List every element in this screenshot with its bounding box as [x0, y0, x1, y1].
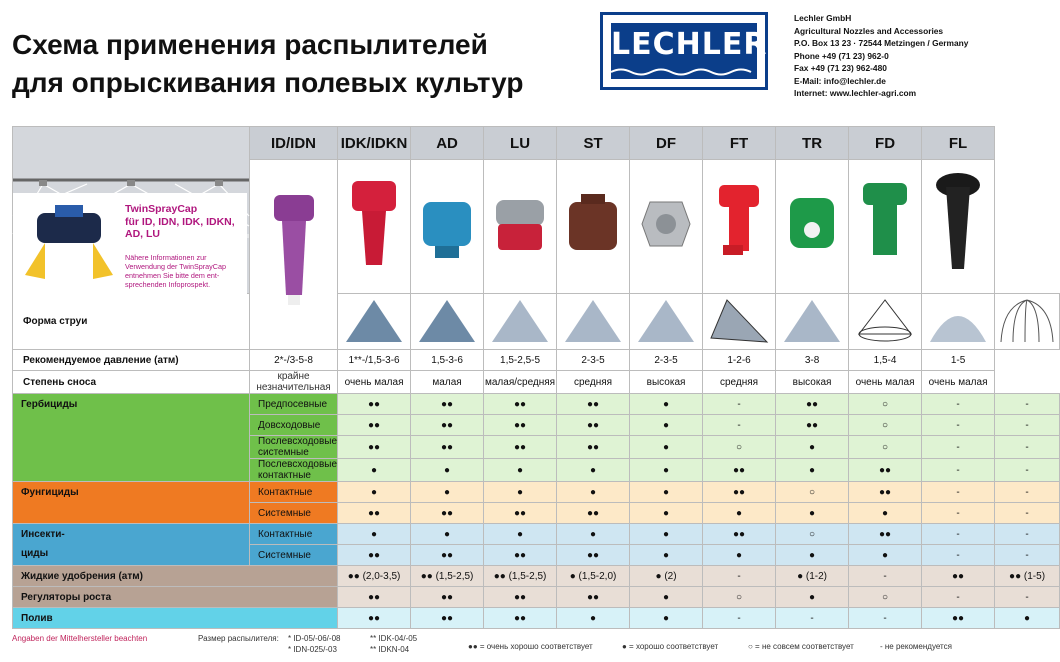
- size-2b: ** IDKN-04: [370, 645, 410, 654]
- rating-cell: ●●: [338, 503, 411, 524]
- twinspraycap-title: TwinSprayCap für ID, IDN, IDK, IDKN, AD, LU: [125, 203, 235, 240]
- rating-cell: ●●: [922, 608, 995, 629]
- group-herbicides-label: Гербициды: [21, 399, 78, 410]
- rating-cell: ●: [557, 608, 630, 629]
- group-insecticides-label-1: Инсекти-: [21, 529, 65, 540]
- rating-cell: ●●: [557, 394, 630, 415]
- subcategory-label: Послевсходовые системные: [250, 436, 338, 459]
- page-title: [12, 26, 523, 102]
- rating-cell: ●: [338, 524, 411, 545]
- nozzle-image-fl: [922, 160, 995, 294]
- rating-cell: ●: [411, 482, 484, 503]
- rating-cell: ●●: [849, 482, 922, 503]
- rating-cell: -: [849, 566, 922, 587]
- twinspraycap-note: Nähere Informationen zur Verwendung der TwinSprayCap entnehmen Sie bitte dem ent- sprechenden Infoprospekt.: [125, 253, 226, 289]
- rating-cell: -: [703, 415, 776, 436]
- size-2a: ** IDK-04/-05: [370, 634, 418, 643]
- drift-value: средняя: [557, 371, 630, 394]
- rating-cell: ●: [630, 394, 703, 415]
- rating-cell: ●●: [703, 524, 776, 545]
- spray-shape-lu: [557, 294, 630, 350]
- rating-cell: ●: [630, 608, 703, 629]
- nozzle-fl-icon: [922, 165, 994, 285]
- legend-very-good: ●● = очень хорошо соответствует: [468, 642, 593, 651]
- spray-triangle-icon: [561, 296, 625, 344]
- rating-cell: ●●: [484, 503, 557, 524]
- nozzle-image-fd: [849, 160, 922, 294]
- rating-cell: -: [922, 415, 995, 436]
- rating-cell: -: [776, 608, 849, 629]
- nozzle-image-lu: [484, 160, 557, 294]
- rating-cell: ●: [411, 524, 484, 545]
- drift-value: высокая: [776, 371, 849, 394]
- rating-cell: ●●: [411, 545, 484, 566]
- nozzle-image-idk: [338, 160, 411, 294]
- rating-cell: ●● (1,5-2,5): [484, 566, 557, 587]
- group-irrigation: Полив: [13, 608, 338, 629]
- rating-cell: -: [995, 459, 1060, 482]
- rating-cell: ●: [630, 524, 703, 545]
- pressure-value: 1,5-3-6: [411, 350, 484, 371]
- pressure-value: 1-5: [922, 350, 995, 371]
- rating-cell: ● (1-2): [776, 566, 849, 587]
- nozzle-image-ft: [703, 160, 776, 294]
- drift-label: Степень сноса: [13, 371, 250, 394]
- spray-triangle-icon: [342, 296, 406, 344]
- rating-cell: ●●: [484, 545, 557, 566]
- rating-cell: ●●: [484, 587, 557, 608]
- subcategory-label: Системные: [250, 545, 338, 566]
- spray-triangle-icon: [488, 296, 552, 344]
- rating-cell: ●: [411, 459, 484, 482]
- drift-value: крайне незначительная: [250, 371, 338, 394]
- rating-cell: ●●: [776, 394, 849, 415]
- nozzle-image-id: [250, 160, 338, 350]
- rating-cell: ●: [630, 503, 703, 524]
- rating-cell: ○: [849, 394, 922, 415]
- rating-cell: -: [995, 524, 1060, 545]
- drift-value: очень малая: [849, 371, 922, 394]
- rating-cell: ●: [484, 524, 557, 545]
- rating-cell: -: [922, 436, 995, 459]
- rating-cell: ●●: [338, 608, 411, 629]
- spray-shape-ft: [776, 294, 849, 350]
- rating-cell: ●●: [411, 587, 484, 608]
- rating-cell: -: [703, 608, 776, 629]
- spray-triangle-icon: [634, 296, 698, 344]
- address-line: Fax +49 (71 23) 962-480: [794, 63, 887, 73]
- rating-cell: ●: [630, 587, 703, 608]
- nozzle-header: ST: [557, 127, 630, 160]
- rating-cell: ●: [630, 482, 703, 503]
- footer-note: Angaben der Mittelhersteller beachten: [12, 634, 148, 643]
- rating-cell: ●●: [703, 459, 776, 482]
- twinspraycap-panel: [13, 193, 247, 297]
- rating-cell: -: [995, 394, 1060, 415]
- address-line: P.O. Box 13 23 · 72544 Metzingen / Germany: [794, 38, 969, 48]
- nozzle-header: IDK/IDKN: [338, 127, 411, 160]
- nozzle-image-tr: [776, 160, 849, 294]
- rating-cell: ●: [849, 545, 922, 566]
- nozzle-fd-icon: [849, 175, 921, 275]
- pressure-value: 2*-/3-5-8: [250, 350, 338, 371]
- nozzle-header: FT: [703, 127, 776, 160]
- rating-cell: ○: [703, 587, 776, 608]
- rating-cell: -: [922, 482, 995, 503]
- group-insecticides-label-2: циды: [21, 548, 49, 559]
- spray-shape-idk: [411, 294, 484, 350]
- address-line: Phone +49 (71 23) 962-0: [794, 50, 889, 61]
- pressure-value: 2-3-5: [630, 350, 703, 371]
- rating-cell: ●●: [338, 436, 411, 459]
- company-address: [794, 12, 968, 100]
- rating-cell: -: [922, 459, 995, 482]
- drift-value: очень малая: [922, 371, 995, 394]
- rating-cell: ●●: [411, 415, 484, 436]
- pressure-value: 1,5-4: [849, 350, 922, 371]
- spray-shape-label: Форма струи: [13, 294, 250, 350]
- rating-cell: ●●: [557, 415, 630, 436]
- rating-cell: ●: [630, 459, 703, 482]
- address-line[interactable]: E-Mail: info@lechler.de: [794, 75, 886, 86]
- rating-cell: ●●: [338, 394, 411, 415]
- nozzle-image-df: [630, 160, 703, 294]
- spray-shape-fl: [995, 294, 1060, 350]
- subcategory-label: Контактные: [250, 524, 338, 545]
- rating-cell: ●: [776, 545, 849, 566]
- nozzle-header: FD: [849, 127, 922, 160]
- rating-cell: -: [922, 587, 995, 608]
- group-growth: Регуляторы роста: [13, 587, 338, 608]
- rating-cell: -: [922, 394, 995, 415]
- logo-text: LECHLER: [611, 23, 757, 79]
- address-line[interactable]: Internet: www.lechler-agri.com: [794, 88, 917, 98]
- rating-cell: -: [922, 545, 995, 566]
- subcategory-label: Предпосевные: [250, 394, 338, 415]
- twinspraycap-icon: [15, 195, 125, 295]
- nozzle-header: DF: [630, 127, 703, 160]
- rating-cell: ●●: [484, 608, 557, 629]
- pressure-value: 1**-/1,5-3-6: [338, 350, 411, 371]
- nozzle-id-icon: [258, 187, 330, 320]
- spray-triangle-icon: [415, 296, 479, 344]
- size-1a: * ID-05/-06/-08: [288, 634, 341, 643]
- rating-cell: ●: [557, 459, 630, 482]
- spray-shape-ad: [484, 294, 557, 350]
- rating-cell: ●● (1,5-2,5): [411, 566, 484, 587]
- spray-triangle-icon: [780, 296, 844, 344]
- rating-cell: -: [703, 394, 776, 415]
- drift-value: высокая: [630, 371, 703, 394]
- rating-cell: ○: [703, 436, 776, 459]
- pressure-label: Рекомендуемое давление (атм): [13, 350, 250, 371]
- rating-cell: ●●: [411, 436, 484, 459]
- pressure-value: 3-8: [776, 350, 849, 371]
- rating-cell: ●: [338, 482, 411, 503]
- nozzle-lu-icon: [484, 180, 556, 270]
- rating-cell: ●●: [484, 436, 557, 459]
- rating-cell: ○: [849, 436, 922, 459]
- subcategory-label: Довсходовые: [250, 415, 338, 436]
- address-line: Agricultural Nozzles and Accessories: [794, 25, 944, 36]
- address-line: Lechler GmbH: [794, 13, 852, 23]
- legend-partial: ○ = не совсем соответствует: [748, 642, 854, 651]
- rating-cell: ●●: [557, 436, 630, 459]
- rating-cell: ●●: [338, 587, 411, 608]
- group-insecticides: [13, 524, 250, 566]
- subcategory-label: Контактные: [250, 482, 338, 503]
- legend-good: ● = хорошо соответствует: [622, 642, 719, 651]
- spray-double-icon: [707, 296, 771, 344]
- rating-cell: ●: [630, 545, 703, 566]
- rating-cell: ●●: [484, 394, 557, 415]
- legend-not-recommended: - не рекомендуется: [880, 642, 952, 651]
- rating-cell: -: [922, 524, 995, 545]
- rating-cell: ●: [630, 436, 703, 459]
- drift-value: малая/средняя: [484, 371, 557, 394]
- nozzle-image-st: [557, 160, 630, 294]
- pressure-value: 2-3-5: [557, 350, 630, 371]
- rating-cell: ●● (2,0-3,5): [338, 566, 411, 587]
- rating-cell: -: [995, 482, 1060, 503]
- rating-cell: ●●: [703, 482, 776, 503]
- rating-cell: ●●: [411, 503, 484, 524]
- nozzle-header: LU: [484, 127, 557, 160]
- nozzle-header: ID/IDN: [250, 127, 338, 160]
- title-line-2: для опрыскивания полевых культур: [12, 67, 524, 98]
- rating-cell: ●●: [776, 415, 849, 436]
- rating-cell: ●: [776, 503, 849, 524]
- rating-cell: ●●: [849, 459, 922, 482]
- rating-cell: -: [995, 436, 1060, 459]
- rating-cell: -: [922, 503, 995, 524]
- drift-value: средняя: [703, 371, 776, 394]
- rating-cell: ●: [703, 503, 776, 524]
- rating-cell: ●●: [922, 566, 995, 587]
- spray-shape-st: [630, 294, 703, 350]
- nozzle-ft-icon: [703, 175, 775, 275]
- spray-shape-id: [338, 294, 411, 350]
- drift-value: малая: [411, 371, 484, 394]
- rating-cell: ●: [776, 587, 849, 608]
- rating-cell: ● (2): [630, 566, 703, 587]
- nozzle-ad-icon: [411, 180, 483, 270]
- rating-cell: -: [995, 545, 1060, 566]
- subcategory-label: Системные: [250, 503, 338, 524]
- spray-fan-icon: [926, 296, 990, 344]
- nozzle-image-ad: [411, 160, 484, 294]
- group-herbicides: [13, 394, 250, 482]
- rating-cell: ●: [703, 545, 776, 566]
- spray-hollow-cone-icon: [853, 296, 917, 344]
- rating-cell: ●: [484, 459, 557, 482]
- size-label: Размер распылителя:: [198, 634, 279, 643]
- spray-shape-fd: [922, 294, 995, 350]
- rating-cell: ●●: [557, 503, 630, 524]
- group-fertilizer: Жидкие удобрения (атм): [13, 566, 338, 587]
- rating-cell: ● (1,5-2,0): [557, 566, 630, 587]
- nozzle-header: TR: [776, 127, 849, 160]
- rating-cell: ●●: [484, 415, 557, 436]
- spray-shape-df: [703, 294, 776, 350]
- rating-cell: -: [995, 587, 1060, 608]
- rating-cell: ●●: [411, 394, 484, 415]
- rating-cell: ●●: [849, 524, 922, 545]
- logo-wave-icon: [611, 67, 751, 77]
- rating-cell: ○: [776, 482, 849, 503]
- rating-cell: ○: [776, 524, 849, 545]
- pressure-value: 1-2-6: [703, 350, 776, 371]
- nozzle-df-icon: [630, 180, 702, 270]
- rating-cell: ●●: [338, 545, 411, 566]
- rating-cell: -: [995, 503, 1060, 524]
- rating-cell: ●●: [557, 587, 630, 608]
- rating-cell: ●● (1-5): [995, 566, 1060, 587]
- group-fungicides-label: Фунгициды: [21, 487, 79, 498]
- rating-cell: -: [703, 566, 776, 587]
- group-fungicides: [13, 482, 250, 524]
- pressure-value: 1,5-2,5-5: [484, 350, 557, 371]
- rating-cell: -: [849, 608, 922, 629]
- rating-cell: ●●: [557, 545, 630, 566]
- rating-cell: ●: [338, 459, 411, 482]
- rating-cell: ●: [630, 415, 703, 436]
- subcategory-label: Послевсходовые контактные: [250, 459, 338, 482]
- nozzle-idk-icon: [338, 175, 410, 275]
- nozzle-header: AD: [411, 127, 484, 160]
- spray-streams-icon: [995, 296, 1059, 344]
- title-line-1: Схема применения распылителей: [12, 29, 488, 60]
- rating-cell: -: [995, 415, 1060, 436]
- rating-cell: ●●: [338, 415, 411, 436]
- nozzle-tr-icon: [776, 180, 848, 270]
- rating-cell: ●: [776, 459, 849, 482]
- drift-value: очень малая: [338, 371, 411, 394]
- spray-shape-tr: [849, 294, 922, 350]
- size-1b: * IDN-025/-03: [288, 645, 337, 654]
- lechler-logo: [600, 12, 768, 90]
- rating-cell: ●: [776, 436, 849, 459]
- rating-cell: ○: [849, 587, 922, 608]
- rating-cell: ●: [995, 608, 1060, 629]
- nozzle-header: FL: [922, 127, 995, 160]
- rating-cell: ●: [849, 503, 922, 524]
- nozzle-st-icon: [557, 180, 629, 270]
- rating-cell: ○: [849, 415, 922, 436]
- rating-cell: ●: [557, 524, 630, 545]
- rating-cell: ●: [484, 482, 557, 503]
- rating-cell: ●●: [411, 608, 484, 629]
- rating-cell: ●: [557, 482, 630, 503]
